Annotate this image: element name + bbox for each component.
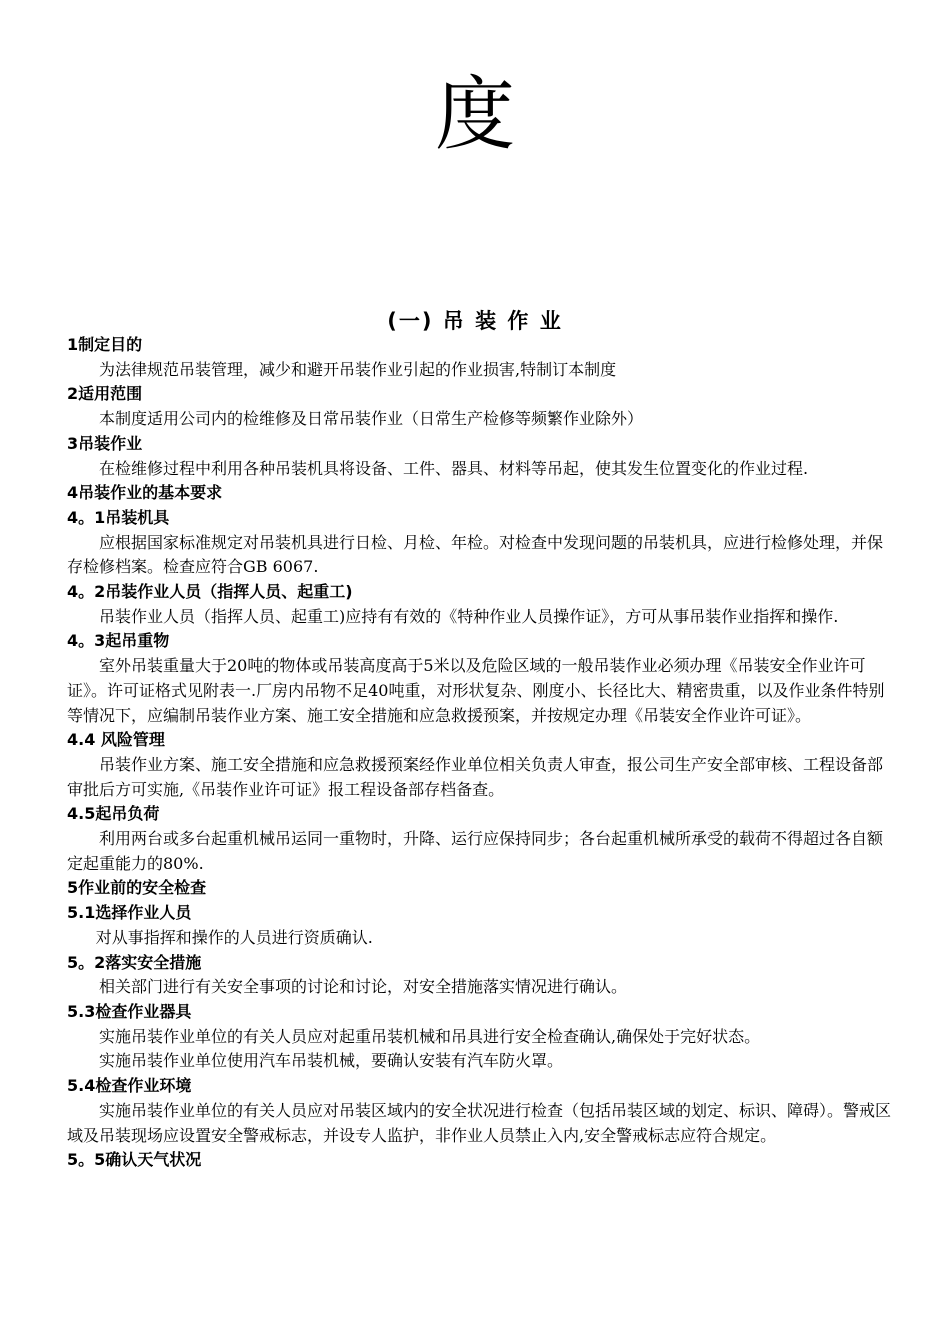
paragraph: 为法律规范吊装管理，减少和避开吊装作业引起的作业损害,特制订本制度 (99, 359, 617, 379)
heading-4-5: 4.5起吊负荷 (67, 804, 160, 824)
paragraph: 实施吊装作业单位的有关人员应对起重吊装机械和吊具进行安全检查确认,确保处于完好状态。 (99, 1026, 761, 1046)
heading-1: 1制定目的 (67, 335, 143, 354)
heading-5-5: 5。5确认天气状况 (67, 1150, 202, 1170)
heading-4-1: 4。1吊装机具 (67, 507, 170, 527)
paragraph: 对从事指挥和操作的人员进行资质确认. (95, 927, 373, 947)
paragraph: 实施吊装作业单位的有关人员应对吊装区域内的安全状况进行检查（包括吊装区域的划定、标识、障碍）。警戒区域及吊装现场应设置安全警戒标志，并设专人监护，非作业人员禁止入内,安全警戒标志应符合规定。 (67, 1100, 892, 1145)
paragraph: 室外吊装重量大于20吨的物体或吊装高度高于5米以及危险区域的一般吊装作业必须办理《吊装安全作业许可证》。许可证格式见附表一.厂房内吊物不足40吨重，对形状复杂、刚度小、长径比大、精密贵重，以及作业条件特别等情况下，应编制吊装作业方案、施工安全措施和应急救援预案，并按规定办理《吊装安全作业许可证》。 (67, 656, 885, 725)
document-body (67, 333, 897, 1173)
heading-5-3: 5.3检查作业器具 (67, 1001, 192, 1021)
heading-4-3: 4。3起吊重物 (67, 631, 170, 651)
paragraph: 在检维修过程中利用各种吊装机具将设备、工件、器具、材料等吊起，使其发生位置变化的作业过程. (99, 458, 809, 478)
paragraph: 利用两台或多台起重机械吊运同一重物时，升降、运行应保持同步；各台起重机械所承受的载荷不得超过各自额定起重能力的80%. (67, 829, 884, 873)
page-title: 度 (435, 68, 515, 161)
paragraph: 应根据国家标准规定对吊装机具进行日检、月检、年检。对检查中发现问题的吊装机具，应进行检修处理，并保存检修档案。检查应符合GB 6067. (67, 532, 884, 577)
heading-4: 4吊装作业的基本要求 (67, 483, 223, 503)
paragraph: 本制度适用公司内的检维修及日常吊装作业（日常生产检修等频繁作业除外） (99, 409, 644, 429)
heading-2: 2适用范围 (67, 384, 143, 404)
heading-5-4: 5.4检查作业环境 (67, 1076, 192, 1096)
heading-4-2: 4。2吊装作业人员（指挥人员、起重工) (67, 582, 353, 602)
paragraph: 吊装作业人员（指挥人员、起重工)应持有有效的《特种作业人员操作证》，方可从事吊装作业指挥和操作. (99, 606, 839, 626)
section-title: (一) 吊 装 作 业 (387, 309, 563, 333)
paragraph: 实施吊装作业单位使用汽车吊装机械，要确认安装有汽车防火罩。 (99, 1051, 564, 1071)
paragraph: 相关部门进行有关安全事项的讨论和讨论，对安全措施落实情况进行确认。 (99, 977, 628, 997)
heading-5: 5作业前的安全检查 (67, 878, 207, 898)
heading-3: 3吊装作业 (67, 433, 143, 453)
heading-5-1: 5.1选择作业人员 (67, 903, 192, 923)
paragraph: 吊装作业方案、施工安全措施和应急救援预案经作业单位相关负责人审查，报公司生产安全部审核、工程设备部审批后方可实施,《吊装作业许可证》报工程设备部存档备查。 (67, 754, 884, 799)
heading-5-2: 5。2落实安全措施 (67, 952, 202, 972)
heading-4-4: 4.4 风险管理 (67, 730, 165, 750)
